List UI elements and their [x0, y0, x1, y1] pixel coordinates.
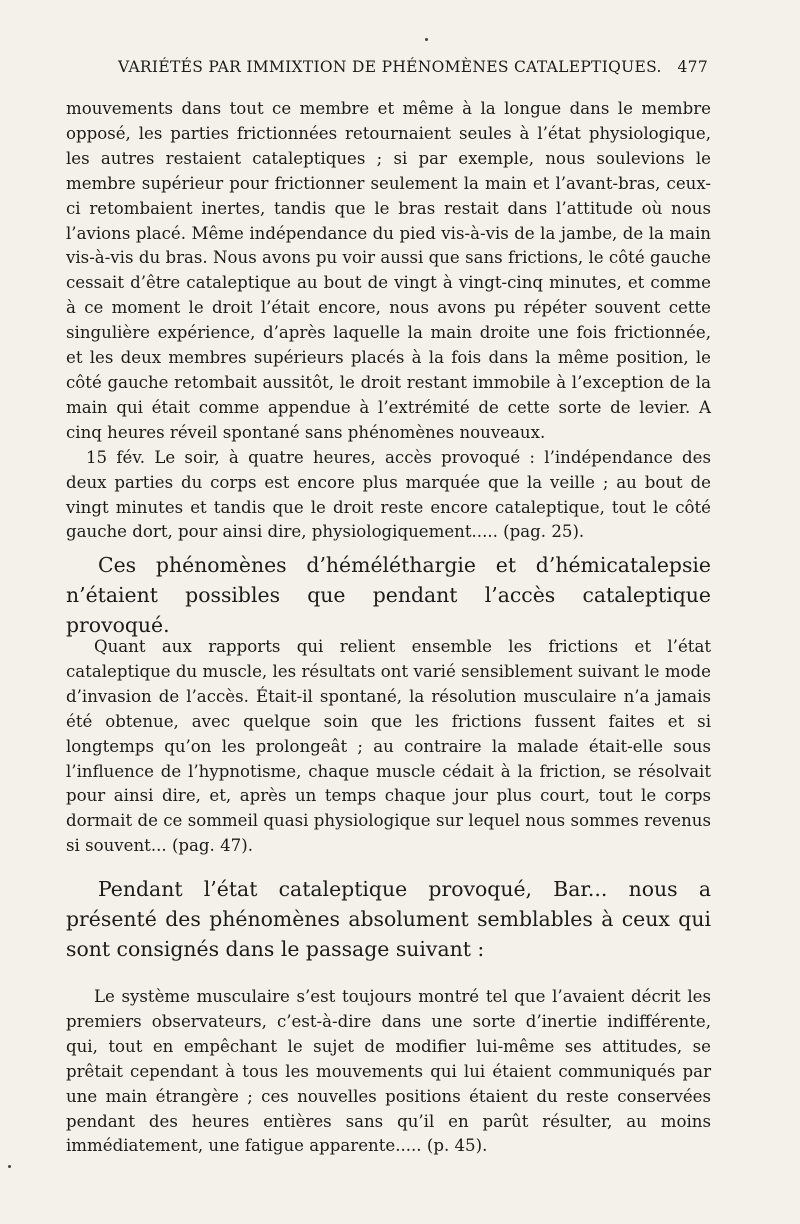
paragraph: Quant aux rapports qui relient ensemble les frictions et l’état cataleptique du muscle, les résultats ont varié sensiblement suivant le mode d’invasion de l’accès. Était-il spontané, la résolution musculaire n’a jamais été obtenue, avec quelque soin que les frictions fussent faites et si longtemps qu’on les prolongeât ; au contraire la malade était-elle sous l’influence de l’hypnotisme, chaque muscle cédait à la friction, se résolvait pour ainsi dire, et, après un temps chaque jour plus court, tout le corps dormait de ce sommeil quasi physiologique sur lequel nous sommes revenus si souvent... (pag. 47).	[66, 637, 711, 856]
paragraph: Pendant l’état cataleptique provoqué, Bar... nous a présenté des phénomènes absolument semblables à ceux qui sont consignés dans le passage suivant :	[66, 877, 711, 961]
paragraph: Ces phénomènes d’héméléthargie et d’hémicatalepsie n’étaient possibles que pendant l’accès cataleptique provoqué.	[66, 553, 711, 637]
paragraph: mouvements dans tout ce membre et même à la longue dans le membre opposé, les parties frictionnées retournaient seules à l’état physiologique, les autres restaient cataleptiques ; si par exemple, nous soulevions le membre supérieur pour frictionner seulement la main et l’avant-bras, ceux-ci retombaient inertes, tandis que le bras restait dans l’attitude où nous l’avions placé. Même indépendance du pied vis-à-vis de la jambe, de la main vis-à-vis du bras. Nous avons pu voir aussi que sans frictions, le côté gauche cessait d’être cataleptique au bout de vingt à vingt-cinq minutes, et comme à ce moment le droit l’était encore, nous avons pu répéter souvent cette singulière expérience, d’après laquelle la main droite une fois frictionnée, et les deux membres supérieurs placés à la fois dans la même position, le côté gauche retombait aussitôt, le droit restant immobile à l’exception de la main qui était comme appendue à l’extrémité de cette sorte de levier. A cinq heures réveil spontané sans phénomènes nouveaux.	[66, 99, 711, 442]
running-title: VARIÉTÉS PAR IMMIXTION DE PHÉNOMÈNES CATALEPTIQUES.	[118, 58, 662, 76]
print-speck	[425, 38, 428, 41]
print-speck	[8, 1165, 11, 1168]
page-number: 477	[677, 58, 708, 76]
body-paragraph-1	[66, 550, 711, 637]
quoted-passage-2	[66, 635, 711, 856]
paragraph: Le système musculaire s’est toujours montré tel que l’avaient décrit les premiers observateurs, c’est-à-dire dans une sorte d’inertie indifférente, qui, tout en empêchant le sujet de modifier lui-même ses attitudes, se prêtait cependant à tous les mouvements qui lui étaient communiqués par une main étrangère ; ces nouvelles positions étaient du reste conservées pendant des heures entières sans qu’il en parût résulter, au moins immédiatement, une fatigue apparente..... (p. 45).	[66, 987, 711, 1156]
quoted-passage-3	[66, 985, 711, 1155]
running-header	[118, 58, 708, 88]
paragraph: 15 fév. Le soir, à quatre heures, accès provoqué : l’indépendance des deux parties du corps est encore plus marquée que la veille ; au bout de vingt minutes et tandis que le droit reste encore cataleptique, tout le côté gauche dort, pour ainsi dire, physiologiquement..... (pag. 25).	[66, 447, 711, 542]
quoted-passage-1	[66, 97, 711, 542]
body-paragraph-2	[66, 874, 711, 966]
